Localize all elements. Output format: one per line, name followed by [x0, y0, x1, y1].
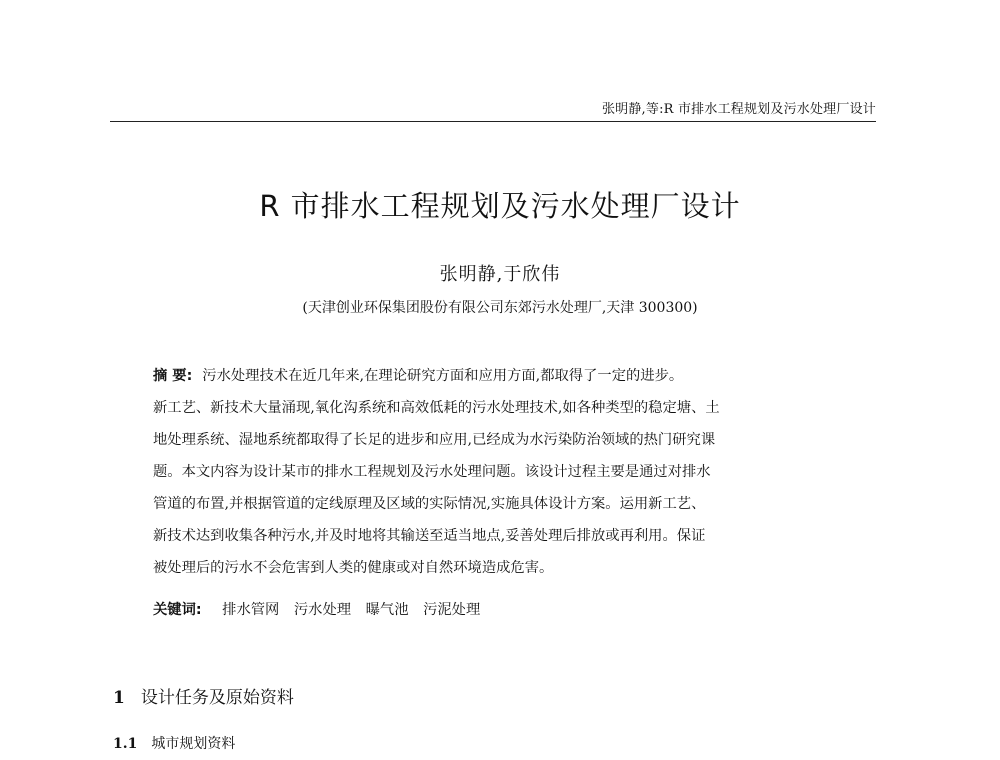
abstract-label: 摘 要:	[153, 368, 193, 384]
subsection-number: 1.1	[113, 736, 138, 752]
abstract-line: 被处理后的污水不会危害到人类的健康或对自然环境造成危害。	[153, 560, 554, 576]
paper-affiliation: (天津创业环保集团股份有限公司东郊污水处理厂,天津 300300)	[302, 300, 698, 316]
section-number: 1	[113, 688, 125, 708]
keyword: 污泥处理	[423, 602, 481, 618]
header-rule	[110, 121, 876, 122]
paper-title: R 市排水工程规划及污水处理厂设计	[259, 189, 741, 223]
abstract-line: 新工艺、新技术大量涌现,氧化沟系统和高效低耗的污水处理技术,如各种类型的稳定塘、土	[153, 400, 720, 416]
keywords-label: 关键词:	[153, 602, 202, 618]
paper-authors: 张明静,于欣伟	[439, 264, 561, 285]
keyword: 污水处理	[293, 602, 352, 618]
abstract-line: 新技术达到收集各种污水,并及时地将其输送至适当地点,妥善处理后排放或再利用。保证	[153, 528, 706, 544]
running-header: 张明静,等:R 市排水工程规划及污水处理厂设计	[601, 102, 876, 117]
subsection-heading	[113, 733, 235, 753]
subsection-title: 城市规划资料	[151, 736, 236, 752]
keyword: 排水管网	[222, 602, 280, 618]
abstract-line: 地处理系统、湿地系统都取得了长足的进步和应用,已经成为水污染防治领域的热门研究课	[153, 432, 716, 448]
abstract	[153, 360, 843, 584]
abstract-line: 管道的布置,并根据管道的定线原理及区域的实际情况,实施具体设计方案。运用新工艺、	[153, 496, 706, 512]
keyword: 曝气池	[365, 602, 409, 618]
keywords	[153, 598, 490, 622]
abstract-line: 题。本文内容为设计某市的排水工程规划及污水处理问题。该设计过程主要是通过对排水	[153, 464, 711, 480]
abstract-text: 污水处理技术在近几年来,在理论研究方面和应用方面,都取得了一定的进步。	[202, 368, 684, 384]
section-title: 设计任务及原始资料	[140, 688, 294, 708]
section-heading	[113, 683, 294, 708]
abstract-line	[153, 360, 843, 392]
